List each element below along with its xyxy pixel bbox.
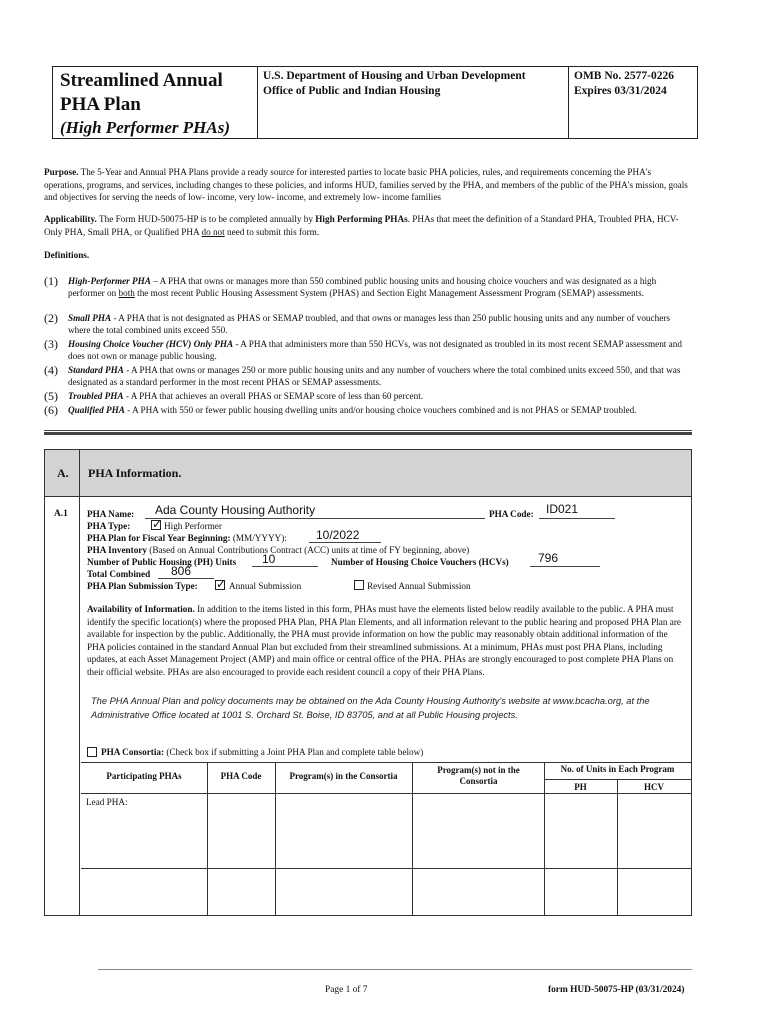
applicability-text-2: . PHAs that meet the definition of a Standard PHA, Troubled PHA, HCV-Only PHA, Small PHA, or Qualified PHA xyxy=(44,214,679,237)
row-id: A.1 xyxy=(54,509,68,519)
definition-text: - A PHA that owns or manages 250 or more public housing units and any number of vouchers where the total combined units exceed 550, and that was designated as a standard performer in the most recent PHAS or SEMAP assessments. xyxy=(68,365,681,388)
pha-code-label: PHA Code: xyxy=(489,509,534,519)
definition-term: Small PHA xyxy=(68,313,112,323)
table-col-divider xyxy=(207,762,208,916)
omb-number: OMB No. 2577-0226 xyxy=(574,70,674,82)
pha-code-field-line xyxy=(539,518,615,519)
definition-item xyxy=(44,338,692,363)
fiscal-year-hint: (MM/YYYY): xyxy=(232,533,287,543)
definition-text: - A PHA that is not designated as PHAS or SEMAP troubled, and that owns or manages less than 250 public housing units and any number of vouchers where the total combined units exceed 550. xyxy=(68,313,670,336)
definition-term: Standard PHA xyxy=(68,365,124,375)
ph-units-field[interactable]: 10 xyxy=(262,552,276,566)
availability-label: Availability of Information. xyxy=(87,604,195,614)
table-row-divider xyxy=(81,868,691,869)
definition-item xyxy=(44,364,692,389)
fiscal-year-row xyxy=(87,532,287,545)
applicability-bold: High Performing PHAs xyxy=(315,214,408,224)
availability-text: In addition to the items listed in this form, PHAs must have the elements listed below readily available to the public. A PHA must identify the specific location(s) where the proposed PHA Plan, PHA Plan Elements, and all information relevant to the public hearing and proposed PHA Plan are available for inspection by the public. Additionally, the PHA must provide information on how the public may reasonably obtain additional information of the PHA policies contained in the standard Annual Plan but excluded from their streamlined submissions. At a minimum, PHAs must post PHA Plans, including updates, at each Asset Management Project (AMP) and main office or central office of the PHA. PHAs are strongly encouraged to post complete PHA Plans on their official website. PHAs are also encouraged to provide each resident council a copy of their PHA Plans. xyxy=(87,604,681,677)
definition-term: Troubled PHA xyxy=(68,391,124,401)
col-ph: PH xyxy=(574,782,587,792)
table-border xyxy=(81,762,691,763)
check-mark-icon: ✓ xyxy=(216,577,227,591)
department-cell xyxy=(258,67,569,138)
consortia-row xyxy=(101,746,423,759)
definition-number: (4) xyxy=(44,363,58,377)
section-letter: A. xyxy=(57,466,69,480)
form-title-line2: PHA Plan xyxy=(60,94,141,115)
hcv-field-line xyxy=(530,566,600,567)
table-col-divider xyxy=(275,762,276,916)
purpose-label: Purpose. xyxy=(44,167,79,177)
availability-note[interactable]: The PHA Annual Plan and policy documents may be obtained on the Ada County Housing Authority's website at www.bcacha.org, at the Administrative Office located at 1001 S. Orchard St. Boise, ID 83705, and at all Public Housing projects. xyxy=(91,696,650,720)
definition-text: - A PHA that administers more than 550 HCVs, was not designated as troubled in its most recent SEMAP assessment and does not own or manage public housing. xyxy=(68,339,682,362)
definition-text: - A PHA with 550 or fewer public housing dwelling units and/or housing choice vouchers combined and is not PHAS or SEMAP troubled. xyxy=(124,405,637,415)
hcv-label: Number of Housing Choice Vouchers (HCVs) xyxy=(331,557,509,567)
applicability-text-1: The Form HUD-50075-HP is to be completed annually by xyxy=(98,214,313,224)
fiscal-year-field[interactable]: 10/2022 xyxy=(316,528,360,542)
consortia-checkbox[interactable] xyxy=(87,747,97,757)
form-title-line1: Streamlined Annual xyxy=(60,70,223,91)
definition-term: High-Performer PHA xyxy=(68,276,151,286)
divider xyxy=(44,432,692,435)
table-border xyxy=(81,915,691,916)
col-programs-in: Program(s) in the Consortia xyxy=(289,771,398,781)
revised-submission-label: Revised Annual Submission xyxy=(367,581,471,591)
hcv-field[interactable]: 796 xyxy=(538,551,559,565)
total-combined-field[interactable]: 806 xyxy=(171,564,192,578)
definition-number: (6) xyxy=(44,403,58,417)
definition-text: – A PHA that owns or manages more than 550 combined public housing units and housing choice vouchers and was designated as a high performer on xyxy=(68,276,657,299)
table-col-divider xyxy=(412,762,413,916)
definition-number: (1) xyxy=(44,274,58,288)
high-performer-label: High Performer xyxy=(164,521,222,531)
department-name: U.S. Department of Housing and Urban Development xyxy=(263,70,526,82)
submission-type-label: PHA Plan Submission Type: xyxy=(87,581,198,591)
consortia-hint: (Check box if submitting a Joint PHA Plan and complete table below) xyxy=(166,747,424,757)
total-combined-label: Total Combined xyxy=(87,569,151,579)
consortia-label: PHA Consortia: xyxy=(101,747,165,757)
annual-submission-checkbox[interactable] xyxy=(215,577,227,591)
col-units-each-program: No. of Units in Each Program xyxy=(560,764,675,774)
definition-item xyxy=(44,312,692,337)
consortia-table xyxy=(81,762,691,916)
expiration-date: Expires 03/31/2024 xyxy=(574,85,667,97)
col-hcv: HCV xyxy=(644,782,664,792)
inventory-hint: (Based on Annual Contributions Contract (ACC) units at time of FY beginning, above) xyxy=(149,545,470,555)
ph-units-field-line xyxy=(252,566,318,567)
office-name: Office of Public and Indian Housing xyxy=(263,85,441,97)
pha-type-label: PHA Type: xyxy=(87,521,131,531)
annual-submission-label: Annual Submission xyxy=(229,581,302,591)
form-identifier: form HUD-50075-HP (03/31/2024) xyxy=(548,985,685,995)
definitions-label: Definitions. xyxy=(44,250,90,260)
definition-number: (5) xyxy=(44,389,58,403)
form-header xyxy=(52,66,698,139)
form-subtitle: (High Performer PHAs) xyxy=(60,118,230,137)
total-combined-field-line xyxy=(158,578,214,579)
page-number: Page 1 of 7 xyxy=(325,985,368,995)
purpose-text: The 5-Year and Annual PHA Plans provide a ready source for interested parties to locate basic PHA policies, rules, and requirements concerning the PHA's operations, programs, and services, including changes to these policies, and informs HUD, families served by the PHA, and members of the public of the PHA's mission, goals and objectives for serving the needs of low- income, very low- income, and extremely low- income families xyxy=(44,167,688,203)
footer-rule xyxy=(98,969,692,970)
omb-cell xyxy=(569,67,699,138)
pha-name-label: PHA Name: xyxy=(87,509,135,519)
check-mark-icon: ✓ xyxy=(152,517,163,531)
definition-item xyxy=(44,390,692,402)
table-col-divider xyxy=(617,779,618,916)
high-performer-checkbox[interactable] xyxy=(151,517,163,531)
divider xyxy=(44,430,692,431)
availability-paragraph xyxy=(87,603,687,679)
section-title: PHA Information. xyxy=(88,466,182,480)
definition-item xyxy=(44,275,692,300)
pha-name-field-line xyxy=(145,518,485,519)
fiscal-year-label: PHA Plan for Fiscal Year Beginning: xyxy=(87,533,231,543)
section-column-divider xyxy=(79,450,80,915)
definition-item xyxy=(44,404,692,416)
definition-term: Qualified PHA xyxy=(68,405,125,415)
definition-text: - A PHA that achieves an overall PHAS or SEMAP score of less than 60 percent. xyxy=(123,391,424,401)
inventory-row xyxy=(87,544,469,557)
applicability-label: Applicability. xyxy=(44,214,97,224)
definition-text: the most recent Public Housing Assessment System (PHAS) and Section Eight Management Assessment Program (SEMAP) assessments. xyxy=(134,288,644,299)
col-participating-phas: Participating PHAs xyxy=(106,771,182,781)
fiscal-year-field-line xyxy=(309,542,381,543)
col-programs-not-in: Program(s) not in the Consortia xyxy=(437,765,520,786)
definition-underlined: both xyxy=(118,288,135,299)
purpose-paragraph xyxy=(44,166,692,204)
form-title-cell xyxy=(53,67,258,138)
col-pha-code: PHA Code xyxy=(220,771,262,781)
applicability-text-3: need to submit this form. xyxy=(227,226,320,237)
definition-number: (3) xyxy=(44,337,58,351)
ph-units-label: Number of Public Housing (PH) Units xyxy=(87,557,237,567)
applicability-underlined: do not xyxy=(201,226,225,237)
table-row-divider xyxy=(81,793,691,794)
pha-name-field[interactable]: Ada County Housing Authority xyxy=(155,503,316,517)
lead-pha-label: Lead PHA: xyxy=(86,797,128,807)
definition-number: (2) xyxy=(44,311,58,325)
inventory-label: PHA Inventory xyxy=(87,545,147,555)
definition-term: Housing Choice Voucher (HCV) Only PHA xyxy=(68,339,234,349)
pha-code-field[interactable]: ID021 xyxy=(546,502,579,516)
applicability-paragraph xyxy=(44,213,692,238)
revised-submission-checkbox[interactable] xyxy=(354,580,364,590)
